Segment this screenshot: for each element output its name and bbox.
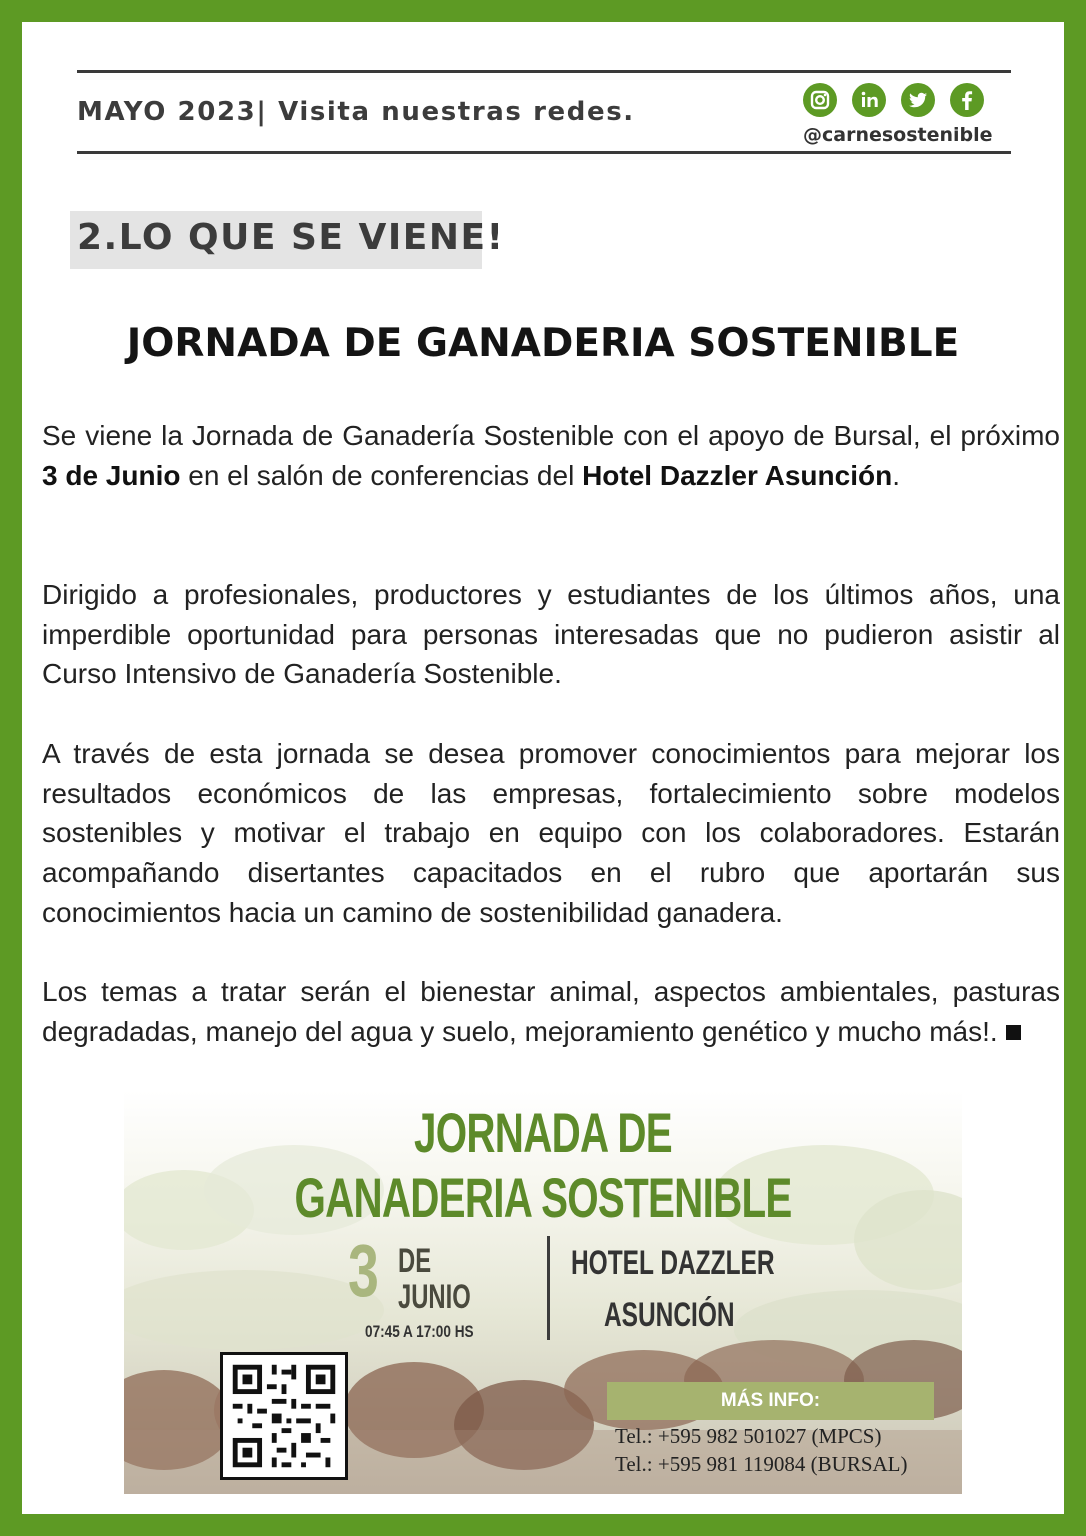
event-poster — [124, 1090, 962, 1494]
poster-title-line1: JORNADA DE — [414, 1101, 672, 1164]
event-venue: Hotel Dazzler Asunción — [582, 459, 893, 491]
header-title: MAYO 2023| Visita nuestras redes. — [77, 97, 635, 127]
linkedin-icon[interactable] — [852, 83, 886, 117]
twitter-icon[interactable] — [901, 83, 935, 117]
phone-mpcs[interactable]: Tel.: +595 982 501027 (MPCS) — [615, 1424, 882, 1448]
poster-day: 3 — [348, 1229, 379, 1312]
intro-text: Se viene la Jornada de Ganadería Sostenible con el apoyo de Bursal, el próximo — [42, 420, 1060, 451]
article-title: JORNADA DE GANADERIA SOSTENIBLE — [126, 321, 960, 366]
info-label: MÁS INFO: — [720, 1390, 821, 1411]
poster-day-de: DE — [398, 1242, 432, 1280]
intro-period: . — [892, 459, 900, 491]
poster-month: JUNIO — [398, 1278, 471, 1316]
topics-text: Los temas a tratar serán el bienestar animal, aspectos ambientales, pasturas degradadas, manejo del agua y suelo, mejoramiento genético y mucho más!. — [42, 976, 1060, 1047]
phone-bursal[interactable]: Tel.: +595 981 119084 (BURSAL) — [615, 1452, 908, 1476]
poster-venue-line2: ASUNCIÓN — [604, 1296, 735, 1334]
end-mark — [1006, 1025, 1021, 1040]
poster-title-line2: GANADERIA SOSTENIBLE — [294, 1166, 792, 1229]
paragraph-audience: Dirigido a profesionales, productores y estudiantes de los últimos años, una imperdible oportunidad para personas interesadas que no pudieron asistir al Curso Intensivo de Ganadería Sostenible. — [42, 579, 1060, 690]
qr-code[interactable] — [220, 1352, 348, 1480]
paragraph-intro — [42, 416, 1060, 495]
paragraph-goals: A través de esta jornada se desea promover conocimientos para mejorar los resultados económicos de las empresas, fortalecimiento sobre modelos sostenibles y motivar el trabajo en equipo con los colaboradores. Estarán acompañando disertantes capacitados en el rubro que aportarán sus conocimientos hacia un camino de sostenibilidad ganadera. — [42, 738, 1060, 928]
intro-text-2: en el salón de conferencias del — [180, 459, 583, 491]
instagram-icon[interactable] — [803, 83, 837, 117]
header-top-rule — [77, 70, 1011, 73]
poster-venue-line1: HOTEL DAZZLER — [571, 1244, 775, 1282]
poster-hours: 07:45 A 17:00 HS — [365, 1322, 474, 1341]
poster-divider — [547, 1236, 550, 1340]
facebook-icon[interactable] — [950, 83, 984, 117]
section-title: 2.LO QUE SE VIENE! — [77, 217, 505, 258]
paragraph-topics — [42, 972, 1060, 1051]
header-bottom-rule — [77, 151, 1011, 154]
event-date: 3 de Junio — [42, 459, 181, 491]
social-handle: @carnesostenible — [803, 124, 993, 146]
